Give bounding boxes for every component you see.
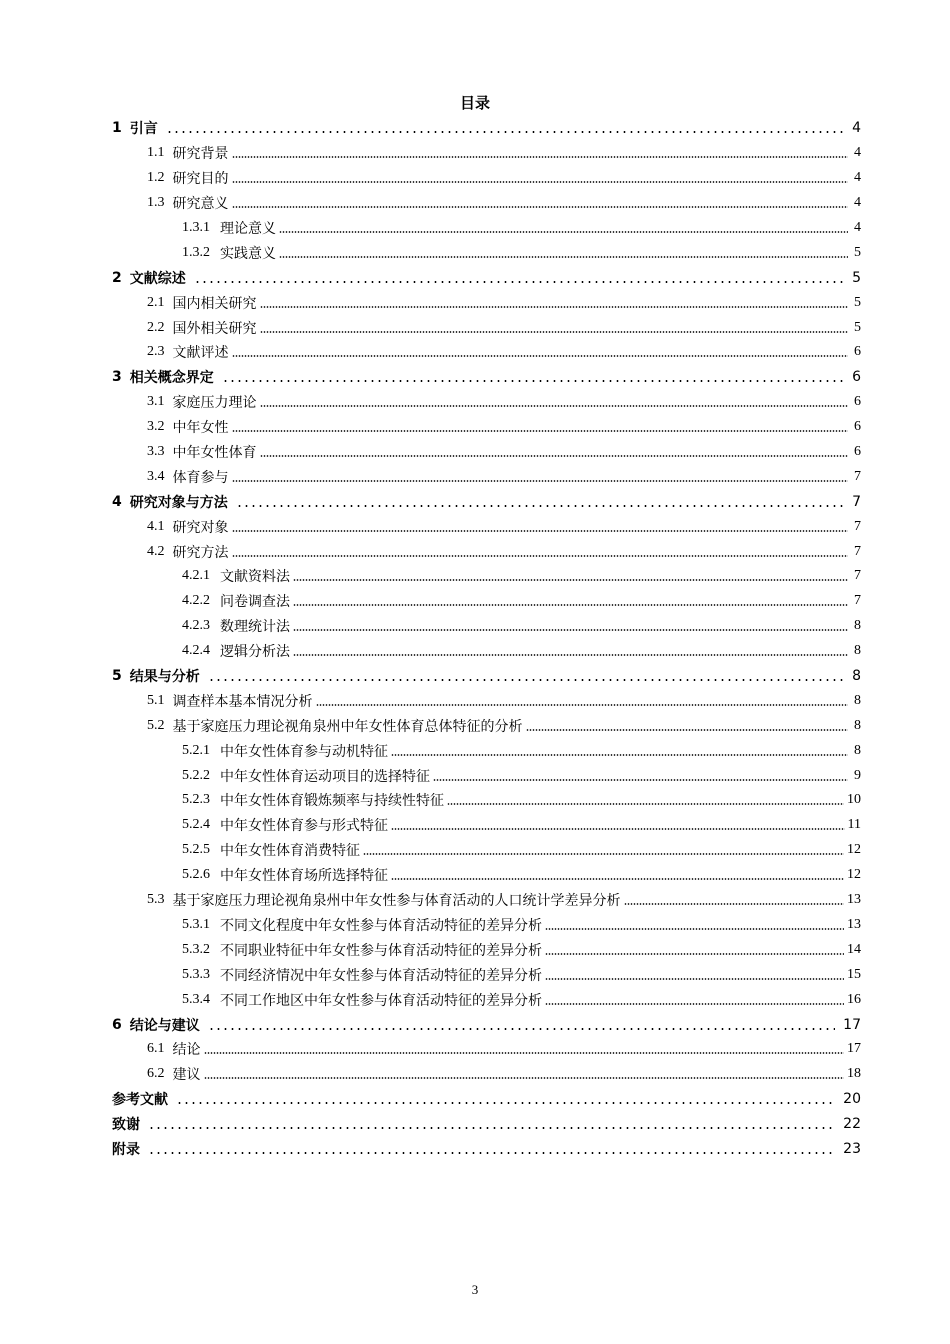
toc-entry-page: 4: [854, 220, 861, 235]
toc-entry-label: 中年女性体育运动项目的选择特征: [220, 768, 430, 785]
toc-entry[interactable]: [112, 1062, 861, 1087]
toc-entry[interactable]: [112, 1112, 861, 1137]
dot-leader: [232, 206, 849, 208]
dot-leader: [260, 306, 849, 308]
dot-leader: [148, 1152, 835, 1154]
toc-entry-label: 中年女性体育消费特征: [220, 843, 360, 860]
toc-entry-page: 16: [847, 991, 861, 1007]
toc-entry-page: 15: [847, 966, 861, 982]
toc-entry-page: 5: [854, 319, 861, 335]
dot-leader: [391, 878, 844, 880]
table-of-contents: [112, 116, 861, 1161]
toc-title: 目录: [459, 94, 490, 112]
toc-entry-label: 文献资料法: [220, 569, 290, 586]
toc-entry-number: 4.1: [147, 518, 165, 534]
toc-entry-number: 5.2.4: [182, 817, 210, 833]
toc-entry[interactable]: [112, 340, 861, 365]
dot-leader: [260, 405, 849, 407]
toc-entry-number: 3: [112, 369, 122, 386]
toc-entry-label: 问卷调查法: [220, 594, 290, 611]
toc-entry[interactable]: [112, 191, 861, 216]
toc-entry-page: 7: [854, 593, 861, 609]
toc-entry-number: 5.3.4: [182, 991, 210, 1007]
toc-entry-label: 参考文献: [112, 1092, 168, 1109]
dot-leader: [526, 729, 849, 731]
page-number: 3: [471, 1282, 479, 1297]
toc-entry-page: 13: [847, 892, 861, 908]
toc-entry-number: 1.2: [147, 170, 165, 186]
toc-entry-page: 11: [847, 817, 861, 833]
toc-entry[interactable]: [112, 913, 861, 938]
toc-entry-page: 9: [854, 767, 861, 783]
toc-entry[interactable]: [112, 1087, 861, 1112]
toc-entry-page: 8: [852, 668, 861, 685]
toc-entry-label: 逻辑分析法: [220, 644, 290, 661]
toc-entry-page: 4: [852, 120, 861, 137]
dot-leader: [545, 953, 844, 955]
toc-entry-page: 7: [854, 518, 861, 534]
toc-entry-number: 3.4: [147, 468, 165, 484]
toc-entry[interactable]: [112, 514, 861, 539]
toc-entry-number: 5: [112, 668, 122, 685]
toc-entry-page: 13: [847, 916, 861, 932]
toc-entry-number: 6.1: [147, 1041, 165, 1057]
toc-entry-number: 4.2.4: [182, 643, 210, 659]
toc-entry-number: 2.1: [147, 294, 165, 310]
toc-entry[interactable]: [112, 415, 861, 440]
toc-entry-number: 4.2.1: [182, 568, 210, 584]
dot-leader: [148, 1127, 835, 1129]
toc-entry-label: 不同工作地区中年女性参与体育活动特征的差异分析: [220, 992, 542, 1009]
toc-entry[interactable]: [112, 788, 861, 813]
dot-leader: [232, 355, 849, 357]
toc-entry-label: 文献评述: [172, 345, 229, 362]
toc-entry[interactable]: [112, 664, 861, 689]
toc-entry[interactable]: [112, 265, 861, 290]
toc-entry-page: 6: [852, 369, 861, 386]
toc-entry[interactable]: [112, 166, 861, 191]
toc-entry-page: 10: [847, 792, 861, 808]
toc-entry[interactable]: [112, 888, 861, 913]
dot-leader: [447, 803, 844, 805]
toc-entry-page: 5: [854, 244, 861, 260]
toc-entry-label: 基于家庭压力理论视角泉州中年女性参与体育活动的人口统计学差异分析: [172, 893, 621, 910]
toc-entry[interactable]: [112, 838, 861, 863]
toc-entry-page: 17: [843, 1016, 861, 1033]
dot-leader: [624, 903, 845, 905]
toc-entry-label: 数理统计法: [220, 619, 290, 636]
toc-entry-label: 致谢: [112, 1117, 140, 1134]
toc-entry-label: 研究方法: [172, 544, 229, 561]
toc-entry[interactable]: [112, 489, 861, 514]
toc-entry-number: 5.2: [147, 717, 165, 733]
toc-entry-label: 实践意义: [220, 245, 276, 262]
toc-entry-page: 6: [854, 394, 861, 410]
toc-entry[interactable]: [112, 589, 861, 614]
toc-entry-number: 4.2.2: [182, 593, 210, 609]
toc-entry-number: 1.3.2: [182, 244, 210, 260]
toc-entry-number: 1.3.1: [182, 220, 210, 235]
toc-entry-label: 研究对象: [172, 519, 229, 536]
toc-entry-number: 1.3: [147, 195, 165, 211]
dot-leader: [232, 430, 849, 432]
toc-entry-label: 国内相关研究: [172, 295, 257, 312]
toc-entry[interactable]: [112, 763, 861, 788]
toc-entry[interactable]: [112, 937, 861, 962]
toc-entry-number: 5.3.2: [182, 941, 210, 957]
toc-entry-label: 不同文化程度中年女性参与体育活动特征的差异分析: [220, 917, 542, 934]
toc-entry-page: 8: [854, 643, 861, 659]
toc-entry-page: 7: [854, 468, 861, 484]
toc-entry-label: 中年女性体育参与形式特征: [220, 818, 388, 835]
toc-entry[interactable]: [112, 639, 861, 664]
dot-leader: [545, 1003, 844, 1005]
toc-entry-page: 14: [847, 941, 861, 957]
toc-entry-label: 附录: [112, 1141, 140, 1158]
toc-entry-number: 5.1: [147, 692, 165, 708]
dot-leader: [232, 480, 849, 482]
toc-entry-label: 研究意义: [172, 196, 229, 213]
toc-entry-page: 17: [847, 1041, 861, 1057]
dot-leader: [545, 928, 844, 930]
toc-entry-label: 中年女性体育场所选择特征: [220, 868, 388, 885]
toc-entry[interactable]: [112, 738, 861, 763]
toc-entry-page: 8: [854, 742, 861, 758]
toc-entry-page: 7: [854, 568, 861, 584]
toc-entry-label: 结论与建议: [129, 1017, 200, 1034]
toc-entry-page: 6: [854, 419, 861, 435]
toc-entry-page: 8: [854, 692, 861, 708]
toc-entry-page: 7: [852, 493, 861, 510]
toc-entry[interactable]: [112, 713, 861, 738]
dot-leader: [208, 1028, 835, 1030]
toc-entry-label: 中年女性体育锻炼频率与持续性特征: [220, 793, 444, 810]
toc-entry-number: 5.2.1: [182, 742, 210, 758]
dot-leader: [391, 754, 848, 756]
dot-leader: [236, 505, 843, 507]
toc-entry-number: 4: [112, 493, 122, 510]
dot-leader: [176, 1102, 835, 1104]
toc-entry-page: 22: [843, 1116, 861, 1133]
toc-entry-label: 基于家庭压力理论视角泉州中年女性体育总体特征的分析: [172, 718, 523, 735]
dot-leader: [194, 281, 843, 283]
toc-entry[interactable]: [112, 688, 861, 713]
toc-entry[interactable]: [112, 141, 861, 166]
dot-leader: [279, 256, 848, 258]
toc-entry[interactable]: [112, 1037, 861, 1062]
dot-leader: [208, 679, 843, 681]
dot-leader: [204, 1052, 845, 1054]
dot-leader: [222, 380, 843, 382]
toc-entry-number: 2.3: [147, 344, 165, 360]
dot-leader: [363, 853, 844, 855]
toc-entry-label: 引言: [129, 121, 158, 138]
dot-leader: [545, 978, 844, 980]
toc-entry[interactable]: [112, 365, 861, 390]
toc-entry[interactable]: [112, 464, 861, 489]
dot-leader: [293, 629, 848, 631]
dot-leader: [232, 156, 849, 158]
toc-entry-page: 8: [854, 717, 861, 733]
toc-entry-page: 5: [852, 269, 861, 286]
toc-entry-page: 23: [843, 1140, 861, 1157]
dot-leader: [293, 604, 848, 606]
toc-entry-number: 5.3.1: [182, 916, 210, 932]
toc-entry-page: 12: [847, 867, 861, 883]
dot-leader: [204, 1077, 845, 1079]
toc-entry[interactable]: [112, 1012, 861, 1037]
toc-entry-label: 家庭压力理论: [172, 395, 257, 412]
toc-entry-label: 相关概念界定: [129, 370, 214, 387]
dot-leader: [260, 455, 849, 457]
toc-entry-page: 12: [847, 842, 861, 858]
dot-leader: [391, 828, 845, 830]
toc-entry-number: 1: [112, 120, 122, 137]
toc-entry-page: 4: [854, 170, 861, 186]
toc-entry-page: 5: [854, 294, 861, 310]
toc-entry-page: 6: [854, 344, 861, 360]
toc-entry-number: 5.3.3: [182, 966, 210, 982]
toc-entry[interactable]: [112, 813, 861, 838]
toc-entry[interactable]: [112, 614, 861, 639]
toc-entry-page: 7: [854, 543, 861, 559]
toc-entry-number: 3.1: [147, 394, 165, 410]
dot-leader: [293, 654, 848, 656]
toc-entry-label: 不同经济情况中年女性参与体育活动特征的差异分析: [220, 967, 542, 984]
toc-entry-number: 2.2: [147, 319, 165, 335]
toc-entry-label: 结论: [172, 1042, 201, 1059]
dot-leader: [316, 704, 849, 706]
toc-entry[interactable]: [112, 564, 861, 589]
dot-leader: [293, 579, 848, 581]
toc-entry-number: 4.2: [147, 543, 165, 559]
toc-entry-label: 体育参与: [172, 469, 229, 486]
toc-entry-page: 6: [854, 444, 861, 460]
dot-leader: [232, 555, 849, 557]
toc-entry[interactable]: [112, 987, 861, 1012]
toc-entry[interactable]: [112, 539, 861, 564]
toc-entry-label: 理论意义: [220, 221, 276, 237]
toc-entry-page: 8: [854, 618, 861, 634]
toc-entry-page: 4: [854, 195, 861, 211]
toc-entry-number: 5.2.5: [182, 842, 210, 858]
toc-entry-page: 18: [847, 1066, 861, 1082]
toc-entry[interactable]: [112, 240, 861, 265]
toc-entry-number: 1.1: [147, 145, 165, 161]
dot-leader: [279, 231, 848, 233]
toc-entry-number: 6: [112, 1016, 122, 1033]
toc-entry-label: 中年女性: [172, 420, 229, 437]
toc-entry-label: 国外相关研究: [172, 320, 257, 337]
toc-entry-label: 文献综述: [129, 270, 186, 287]
dot-leader: [166, 131, 843, 133]
toc-entry-label: 研究背景: [172, 146, 229, 163]
toc-entry[interactable]: [112, 315, 861, 340]
toc-entry[interactable]: [112, 863, 861, 888]
dot-leader: [232, 181, 849, 183]
toc-entry-label: 研究对象与方法: [129, 494, 228, 511]
toc-entry-label: 中年女性体育参与动机特征: [220, 743, 388, 760]
toc-entry[interactable]: [112, 116, 861, 141]
toc-entry-label: 不同职业特征中年女性参与体育活动特征的差异分析: [220, 942, 542, 959]
toc-entry-label: 建议: [172, 1067, 201, 1084]
toc-entry-number: 5.2.3: [182, 792, 210, 808]
toc-entry-number: 3.3: [147, 444, 165, 460]
toc-entry-label: 结果与分析: [129, 669, 200, 686]
toc-entry-label: 调查样本基本情况分析: [172, 693, 313, 710]
toc-entry[interactable]: [112, 290, 861, 315]
toc-entry-number: 3.2: [147, 419, 165, 435]
toc-entry-label: 中年女性体育: [172, 445, 257, 462]
toc-entry[interactable]: [112, 962, 861, 987]
toc-entry-number: 6.2: [147, 1066, 165, 1082]
toc-entry[interactable]: [112, 216, 861, 241]
toc-entry-page: 20: [843, 1091, 861, 1108]
toc-entry-number: 4.2.3: [182, 618, 210, 634]
toc-entry-number: 5.2.6: [182, 867, 210, 883]
toc-entry-number: 5.2.2: [182, 767, 210, 783]
dot-leader: [260, 331, 849, 333]
toc-entry-label: 研究目的: [172, 171, 229, 188]
toc-entry-number: 5.3: [147, 892, 165, 908]
toc-entry-page: 4: [854, 145, 861, 161]
dot-leader: [433, 779, 848, 781]
toc-entry-number: 2: [112, 269, 122, 286]
toc-entry[interactable]: [112, 440, 861, 465]
dot-leader: [232, 530, 849, 532]
toc-entry[interactable]: [112, 390, 861, 415]
toc-entry[interactable]: [112, 1137, 861, 1162]
